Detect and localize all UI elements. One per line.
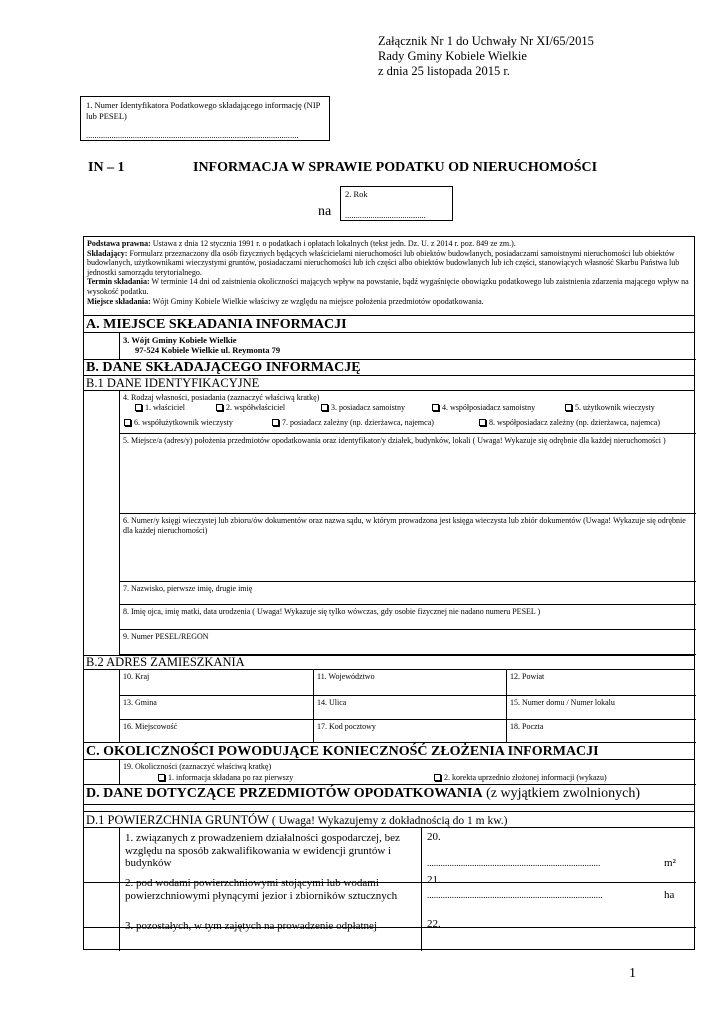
address-commune[interactable]: [119, 696, 313, 720]
d1-row-1-margin: [84, 828, 119, 883]
b1-margin: [84, 391, 119, 655]
page-number: 1: [629, 966, 636, 981]
field-8-label: 8. Imię ojca, imię matki, data urodzenia ( Uwaga! Wykazuje się tylko wówczas, gdy osobie fizycznej nie nadano numeru PESEL ): [123, 607, 541, 616]
circumstance-option-1[interactable]: [158, 773, 293, 782]
address-street[interactable]: [313, 696, 506, 720]
ownership-option-3[interactable]: [321, 403, 405, 412]
field-7-label: 7. Nazwisko, pierwsze imię, drugie imię: [123, 584, 253, 593]
nip-label: 1. Numer Identyfikatora Podatkowego składającego informację (NIP lub PESEL): [86, 100, 321, 121]
ownership-option-8-label: 8. współposiadacz zależny (np. dzierżawca, najemca): [489, 418, 661, 427]
form-id: IN – 1: [88, 160, 125, 175]
d1-row-1-dots: .............................................................................: [427, 858, 601, 868]
legal-deadline-label: Termin składania:: [87, 277, 150, 287]
field-9-pesel[interactable]: [119, 630, 696, 655]
ownership-option-2-label: 2. współwłaściciel: [226, 403, 286, 412]
section-c-title: C. OKOLICZNOŚCI POWODUJĄCE KONIECZNOŚĆ ZŁOŻENIA INFORMACJI: [84, 743, 694, 760]
ownership-option-4[interactable]: [432, 403, 535, 412]
checkbox-icon[interactable]: [272, 419, 279, 426]
legal-deadline: [87, 277, 691, 296]
checkbox-icon[interactable]: [216, 404, 223, 411]
field-8-parents[interactable]: [119, 605, 696, 630]
field-9-label: 9. Numer PESEL/REGON: [123, 632, 209, 641]
circumstance-option-2-label: 2. korekta uprzednio złożonej informacji (wykazu): [444, 773, 607, 782]
ownership-option-2[interactable]: [216, 403, 285, 412]
d1-row-3-number: 22.: [427, 918, 441, 930]
main-form: [83, 236, 695, 950]
d1-row-2-unit: ha: [664, 889, 675, 901]
ownership-option-1[interactable]: [135, 403, 185, 412]
d1-row-2-dots: ..............................................................................: [427, 890, 603, 900]
attachment-header: [378, 34, 594, 79]
checkbox-icon[interactable]: [565, 404, 572, 411]
address-voivodeship[interactable]: [313, 670, 506, 696]
legal-info: [84, 237, 694, 316]
legal-basis-label: Podstawa prawna:: [87, 239, 151, 248]
legal-place: [87, 297, 691, 307]
attachment-line-2: Rady Gminy Kobiele Wielkie: [378, 49, 527, 63]
legal-place-text: Wójt Gminy Kobiele Wielkie właściwy ze względu na miejsce położenia przedmiotów opodatkowania.: [150, 296, 484, 306]
d1-row-1-value[interactable]: [421, 828, 696, 883]
attachment-line-1: Załącznik Nr 1 do Uchwały Nr XI/65/2015: [378, 34, 594, 48]
attachment-line-3: z dnia 25 listopada 2015 r.: [378, 64, 510, 78]
field-5-label: 5. Miejsce/a (adres/y) położenia przedmiotów opodatkowania oraz identyfikator/y działek, budynków, lokali ( Uwaga! Wykazuje się odrębnie dla każdej nieruchomości ): [123, 436, 666, 445]
address-post-office-label: 18. Poczta: [510, 722, 544, 731]
address-postal-code[interactable]: [313, 720, 506, 743]
ownership-option-3-label: 3. posiadacz samoistny: [331, 403, 405, 412]
d1-title: [84, 811, 694, 828]
checkbox-icon[interactable]: [135, 404, 142, 411]
address-voivodeship-label: 11. Województwo: [317, 672, 375, 681]
address-house-number[interactable]: [506, 696, 696, 720]
d1-row-2-label: 2. pod wodami powierzchniowymi stojącymi lub wodami powierzchniowymi płynącymi jezior i zbiorników sztucznych: [125, 877, 398, 902]
d1-row-3-value[interactable]: [421, 928, 696, 951]
ownership-option-4-label: 4. współposiadacz samoistny: [442, 403, 536, 412]
ownership-option-7-label: 7. posiadacz zależny (np. dzierżawca, najemca): [282, 418, 434, 427]
checkbox-icon[interactable]: [124, 419, 131, 426]
ownership-label: 4. Rodzaj własności, posiadania (zaznaczyć właściwą kratkę): [123, 393, 320, 402]
ownership-option-1-label: 1. właściciel: [145, 403, 185, 412]
b2-title: B.2 ADRES ZAMIESZKANIA: [84, 655, 694, 670]
d1-note: ( Uwaga! Wykazujemy z dokładnością do 1 m kw.): [268, 815, 508, 827]
circumstance-option-1-label: 1. informacja składana po raz pierwszy: [168, 773, 294, 782]
legal-filer-label: Składający:: [87, 248, 128, 258]
section-a-place: [119, 333, 696, 360]
legal-filer-text: Formularz przeznaczony dla osób fizycznych będących właścicielami nieruchomości lub obiektów budowlanych, posiadaczami samoistnymi nieruchomości lub obiektów budowlanych, użytkownikami wieczystymi gruntów, posiadaczami nieruchomości lub ich części albo obiektów budowlanych lub ich części, stanowiących własność Skarbu Państwa lub jednostki samorządu terytorialnego.: [87, 248, 680, 277]
ownership-option-6-label: 6. współużytkownik wieczysty: [134, 418, 233, 427]
d1-row-1-label: 1. związanych z prowadzeniem działalności gospodarczej, bez względu na sposób zakwalifikowania w ewidencji gruntów i budynków: [125, 832, 400, 869]
checkbox-icon[interactable]: [158, 774, 165, 781]
address-country-label: 10. Kraj: [123, 672, 150, 681]
d1-title-text: D.1 POWIERZCHNIA GRUNTÓW: [86, 813, 269, 827]
checkbox-icon[interactable]: [479, 419, 486, 426]
address-street-label: 14. Ulica: [317, 698, 347, 707]
section-d-title-text: D. DANE DOTYCZĄCE PRZEDMIOTÓW OPODATKOWANIA: [86, 786, 483, 801]
b2-margin: [84, 670, 119, 743]
ownership-option-5-label: 5. użytkownik wieczysty: [575, 403, 655, 412]
nip-field[interactable]: [80, 96, 330, 141]
d1-row-3-label: 3. pozostałych, w tym zajętych na prowadzenie odpłatnej: [125, 920, 377, 932]
checkbox-icon[interactable]: [321, 404, 328, 411]
checkbox-icon[interactable]: [432, 404, 439, 411]
circumstances-label: 19. Okoliczności (zaznaczyć właściwą kratkę): [123, 762, 272, 771]
nip-dots: ....................................................................................................: [86, 130, 299, 140]
section-b-title: B. DANE SKŁADAJĄCEGO INFORMACJĘ: [84, 360, 694, 376]
address-house-number-label: 15. Numer domu / Numer lokalu: [510, 698, 615, 707]
ownership-option-5[interactable]: [565, 403, 655, 412]
address-county[interactable]: [506, 670, 696, 696]
year-prefix: na: [318, 204, 332, 219]
legal-basis-text: Ustawa z dnia 12 stycznia 1991 r. o podatkach i opłatach lokalnych (tekst jedn. Dz. U. z 2014 r. poz. 849 ze zm.).: [150, 239, 516, 248]
legal-deadline-text: W terminie 14 dni od zaistnienia okoliczności mających wpływ na powstanie, bądź wygaśnięcie obowiązku podatkowego lub zaistnienia zdarzenia mającego wpływ na wysokość podatku.: [87, 277, 689, 296]
address-postal-code-label: 17. Kod pocztowy: [317, 722, 376, 731]
section-d-title-suffix: (z wyjątkiem zwolnionych): [482, 786, 641, 801]
d1-row-2-margin: [84, 883, 119, 928]
d1-row-1-number: 20.: [427, 831, 441, 843]
address-city[interactable]: [119, 720, 313, 743]
address-post-office[interactable]: [506, 720, 696, 743]
year-field[interactable]: [340, 186, 453, 221]
section-d-title: [84, 785, 694, 805]
b1-title: B.1 DANE IDENTYFIKACYJNE: [84, 376, 694, 391]
year-dots: ......................................: [345, 210, 426, 220]
field-7-name[interactable]: [119, 582, 696, 605]
field-6-land-register[interactable]: [119, 514, 696, 582]
section-a-line-1: 3. Wójt Gminy Kobiele Wielkie: [123, 335, 237, 345]
address-county-label: 12. Powiat: [510, 672, 545, 681]
d1-row-1-unit: m²: [664, 857, 676, 869]
field-6-label: 6. Numer/y księgi wieczystej lub zbioru/ów dokumentów oraz nazwa sądu, w którym prowadzona jest księga wieczysta lub zbiór dokumentów (Uwaga! Wykazuje się odrębnie dla każdej nieruchomości): [123, 516, 686, 535]
checkbox-icon[interactable]: [434, 774, 441, 781]
d1-row-3-margin: [84, 928, 119, 951]
ownership-option-6[interactable]: [124, 418, 233, 427]
section-a-line-2: 97-524 Kobiele Wielkie ul. Reymonta 79: [135, 345, 281, 355]
circumstance-option-2[interactable]: [434, 773, 607, 782]
address-city-label: 16. Miejscowość: [123, 722, 178, 731]
legal-filer: [87, 249, 691, 278]
ownership-option-7[interactable]: [272, 418, 434, 427]
ownership-option-8[interactable]: [479, 418, 660, 427]
form-title: INFORMACJA W SPRAWIE PODATKU OD NIERUCHOMOŚCI: [193, 160, 598, 175]
ownership-field: [119, 391, 696, 434]
address-commune-label: 13. Gmina: [123, 698, 157, 707]
year-label: 2. Rok: [345, 189, 368, 199]
c-margin: [84, 760, 119, 785]
legal-place-label: Miejsce składania:: [87, 296, 151, 306]
field-5-location[interactable]: [119, 434, 696, 514]
section-a-margin: [84, 333, 119, 360]
d1-row-2-number: 21.: [427, 874, 441, 886]
address-country[interactable]: [119, 670, 313, 696]
section-a-title: A. MIEJSCE SKŁADANIA INFORMACJI: [84, 316, 694, 333]
legal-basis: [87, 239, 691, 249]
